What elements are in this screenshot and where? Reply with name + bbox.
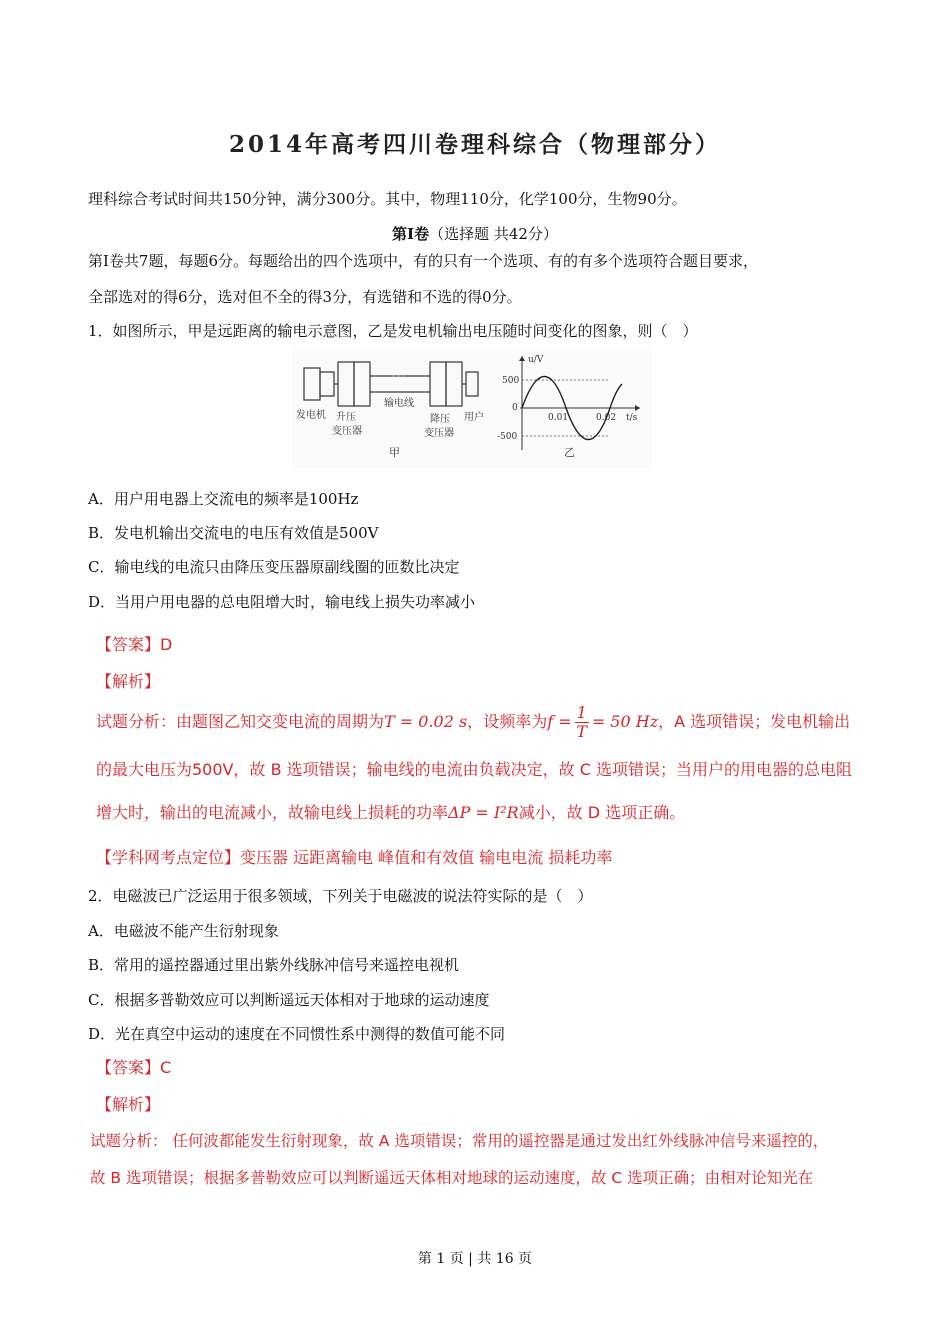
q1-freq-fraction (575, 704, 589, 741)
page-footer: 第 1 页 | 共 16 页 (417, 1251, 533, 1267)
fig-label-user: 用户 (464, 412, 484, 423)
q1-analysis-line2: 的最大电压为500V，故 B 选项错误；输电线的电流由负载决定，故 C 选项错误；当用户的用电器的总电阻 (96, 760, 852, 779)
q1-option-a: A．用户用电器上交流电的频率是100Hz (88, 490, 359, 508)
q1-freq-f: f = (547, 712, 572, 731)
section-desc-line1: 第Ⅰ卷共7题，每题6分。每题给出的四个选项中，有的只有一个选项、有的有多个选项符合题目要求， (88, 252, 759, 270)
q2-analysis-label: 【解析】 (96, 1095, 161, 1114)
q1-period-formula: T = 0.02 s (384, 712, 468, 731)
fig-label-transformer1: 变压器 (332, 426, 362, 437)
q1-option-c: C．输电线的电流只由降压变压器原副线圈的匝数比决定 (88, 558, 460, 576)
fig-label-stepdown: 降压 (430, 414, 450, 425)
q1-analysis-line3a: 增大时，输出的电流减小，故输电线上损耗的功率 (96, 803, 449, 822)
q2-option-b: B．常用的遥控器通过里出紫外线脉冲信号来遥控电视机 (88, 956, 460, 974)
fig-label-jia: 甲 (389, 446, 400, 459)
page-title: 2014年高考四川卷理科综合（物理部分） (228, 131, 721, 158)
q1-frac-num: 1 (576, 703, 587, 722)
tick-002: 0.02 (596, 413, 617, 423)
q1-analysis-text2: ，设频率为 (467, 712, 548, 731)
exam-intro: 理科综合考试时间共150分钟，满分300分。其中，物理110分，化学100分，生物90分。 (88, 190, 687, 208)
axis-t-label: t/s (626, 413, 638, 423)
q1-analysis-text1: 试题分析：由题图乙知交变电流的周期为 (96, 712, 385, 731)
q2-option-a: A．电磁波不能产生衍射现象 (88, 922, 279, 940)
q1-analysis-line3b: 减小，故 D 选项正确。 (518, 803, 686, 822)
section-heading-rest: （选择题 共42分） (429, 225, 558, 243)
section-heading (0, 223, 950, 244)
fig-label-generator: 发电机 (296, 410, 326, 421)
fig-label-stepup: 升压 (336, 412, 356, 423)
q1-freq-value: = 50 Hz (591, 712, 659, 731)
axis-u-label: u/V (528, 355, 544, 365)
q2-answer: 【答案】C (96, 1058, 172, 1077)
q1-analysis-text3: ，A 选项错误；发电机输出 (658, 712, 851, 731)
q2-option-c: C．根据多普勒效应可以判断遥远天体相对于地球的运动速度 (88, 991, 490, 1009)
q1-kaodian: 【学科网考点定位】变压器 远距离输电 峰值和有效值 输电电流 损耗功率 (96, 848, 613, 867)
q1-power-formula: ΔP = I²R (448, 803, 519, 822)
fig-label-yi: 乙 (564, 446, 575, 459)
q2-analysis-line2: 故 B 选项错误；根据多普勒效应可以判断遥远天体相对地球的运动速度，故 C 选项正确；由相对论知光在 (90, 1169, 814, 1187)
q2-option-d: D．光在真空中运动的速度在不同惯性系中测得的数值可能不同 (88, 1025, 506, 1043)
q1-analysis-line3 (96, 800, 685, 823)
tick-001: 0.01 (548, 413, 569, 423)
fig-label-line: 输电线 (384, 398, 414, 409)
section-heading-bold: 第Ⅰ卷 (392, 225, 430, 243)
section-desc-line2: 全部选对的得6分，选对但不全的得3分，有选错和不选的得0分。 (88, 288, 522, 306)
q1-analysis-label: 【解析】 (96, 672, 161, 691)
q1-stem: 1．如图所示，甲是远距离的输电示意图，乙是发电机输出电压随时间变化的图象，则（ ） (88, 322, 698, 340)
q2-analysis-line1: 试题分析： 任何波都能发生衍射现象，故 A 选项错误；常用的遥控器是通过发出红外线脉冲信号来遥控的， (90, 1132, 829, 1150)
q1-analysis-line1 (96, 702, 850, 742)
tick-m500: -500 (497, 432, 518, 442)
q1-answer: 【答案】D (96, 635, 173, 654)
q2-stem: 2．电磁波已广泛运用于很多领域，下列关于电磁波的说法符实际的是（ ） (88, 887, 593, 905)
tick-0: 0 (512, 403, 518, 413)
q1-option-b: B．发电机输出交流电的电压有效值是500V (88, 524, 379, 542)
fig-label-transformer2: 变压器 (424, 428, 454, 439)
q1-figure (292, 350, 652, 468)
q1-option-d: D．当用户用电器的总电阻增大时，输电线上损失功率减小 (88, 593, 476, 611)
tick-500: 500 (502, 376, 520, 386)
q1-frac-den: T (576, 722, 588, 741)
